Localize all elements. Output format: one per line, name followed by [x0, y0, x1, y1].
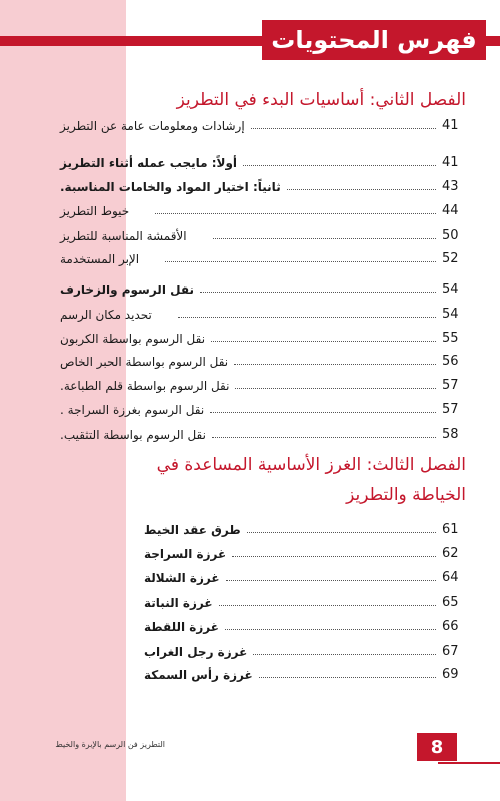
- toc-row[interactable]: [144, 567, 462, 585]
- toc-page: 57: [442, 378, 459, 393]
- toc-page: 54: [442, 307, 459, 322]
- dot-leader: [251, 128, 436, 129]
- toc-page: 61: [442, 522, 459, 537]
- toc-label: غرزة الشلالة: [144, 571, 220, 585]
- toc-label: الأقمشة المناسبة للتطريز: [60, 229, 187, 243]
- toc-page: 66: [442, 619, 459, 634]
- dot-leader: [234, 364, 436, 365]
- toc-row[interactable]: [60, 225, 462, 243]
- toc-page: 64: [442, 570, 459, 585]
- toc-row[interactable]: [60, 351, 462, 369]
- toc-page: 58: [442, 427, 459, 442]
- dot-leader: [210, 412, 436, 413]
- toc-label: غرزة السراجة: [144, 547, 227, 561]
- toc-label: الإبر المستخدمة: [60, 252, 140, 266]
- toc-label: طرق عقد الخيط: [144, 523, 241, 537]
- dot-leader: [287, 189, 436, 190]
- toc-label: نقل الرسوم بواسطة التثقيب.: [60, 428, 206, 442]
- toc-row[interactable]: [60, 424, 462, 442]
- toc-label: غرزة رأس السمكة: [144, 668, 253, 682]
- toc-page: 41: [442, 118, 459, 133]
- chapter-3-title-line-2: الخياطة والتطريز: [346, 485, 466, 505]
- toc-page: 69: [442, 667, 459, 682]
- dot-leader: [219, 605, 436, 606]
- toc-row[interactable]: [144, 543, 462, 561]
- toc-label: نقل الرسوم بواسطة قلم الطباعة.: [60, 379, 230, 393]
- toc-label: غرزة النباتة: [144, 596, 213, 610]
- page-title: فهرس المحتويات: [262, 20, 486, 60]
- dot-leader: [155, 213, 436, 214]
- toc-label: أولاً: مايجب عمله أثناء التطريز: [60, 156, 238, 170]
- toc-page: 52: [442, 251, 459, 266]
- toc-label: نقل الرسوم بواسطة الكربون: [60, 332, 206, 346]
- dot-leader: [259, 677, 436, 678]
- toc-row[interactable]: [60, 152, 462, 170]
- dot-leader: [253, 654, 436, 655]
- toc-label: نقل الرسوم بواسطة الحبر الخاص: [60, 355, 229, 369]
- toc-page: 65: [442, 595, 459, 610]
- dot-leader: [243, 165, 436, 166]
- toc-page: 41: [442, 155, 459, 170]
- toc-row[interactable]: [60, 248, 462, 266]
- dot-leader: [225, 629, 436, 630]
- toc-label: إرشادات ومعلومات عامة عن التطريز: [60, 119, 245, 133]
- toc-row[interactable]: [60, 399, 462, 417]
- toc-label: نقل الرسوم والزخارف: [60, 283, 194, 297]
- toc-page: 44: [442, 203, 459, 218]
- toc-page: 50: [442, 228, 459, 243]
- toc-label: ثانياً: اختيار المواد والخامات المناسبة.: [60, 180, 281, 194]
- footer-rule: [438, 762, 500, 764]
- toc-row[interactable]: [60, 200, 462, 218]
- toc-row[interactable]: [60, 279, 462, 297]
- dot-leader: [235, 388, 436, 389]
- dot-leader: [213, 238, 436, 239]
- toc-row[interactable]: [60, 304, 462, 322]
- dot-leader: [232, 556, 436, 557]
- dot-leader: [226, 580, 436, 581]
- toc-label: غرزة اللقطة: [144, 620, 219, 634]
- toc-page: 56: [442, 354, 459, 369]
- dot-leader: [200, 292, 436, 293]
- dot-leader: [165, 261, 436, 262]
- toc-page: 54: [442, 282, 459, 297]
- toc-label: نقل الرسوم بغرزة السراجة .: [60, 403, 205, 417]
- toc-row[interactable]: [144, 664, 462, 682]
- toc-page: 55: [442, 331, 459, 346]
- chapter-3-title-line-1: الفصل الثالث: الغرز الأساسية المساعدة في: [156, 455, 466, 475]
- toc-row[interactable]: [60, 375, 462, 393]
- toc-row[interactable]: [60, 115, 462, 133]
- dot-leader: [212, 437, 436, 438]
- toc-row[interactable]: [144, 519, 462, 537]
- toc-page: 43: [442, 179, 459, 194]
- toc-page: 62: [442, 546, 459, 561]
- toc-label: تحديد مكان الرسم: [60, 308, 152, 322]
- page-number: 8: [417, 733, 457, 761]
- toc-row[interactable]: [144, 592, 462, 610]
- chapter-2-title: الفصل الثاني: أساسيات البدء في التطريز: [176, 90, 466, 110]
- toc-label: خيوط التطريز: [60, 204, 130, 218]
- dot-leader: [211, 341, 436, 342]
- toc-row[interactable]: [144, 641, 462, 659]
- toc-page: 67: [442, 644, 459, 659]
- toc-row[interactable]: [60, 328, 462, 346]
- toc-row[interactable]: [144, 616, 462, 634]
- toc-label: غرزة رجل الغراب: [144, 645, 248, 659]
- toc-page: 57: [442, 402, 459, 417]
- dot-leader: [247, 532, 436, 533]
- footer-book-title: التطريز فن الرسم بالإبرة والخيط: [55, 740, 165, 749]
- toc-row[interactable]: [60, 176, 462, 194]
- dot-leader: [178, 317, 436, 318]
